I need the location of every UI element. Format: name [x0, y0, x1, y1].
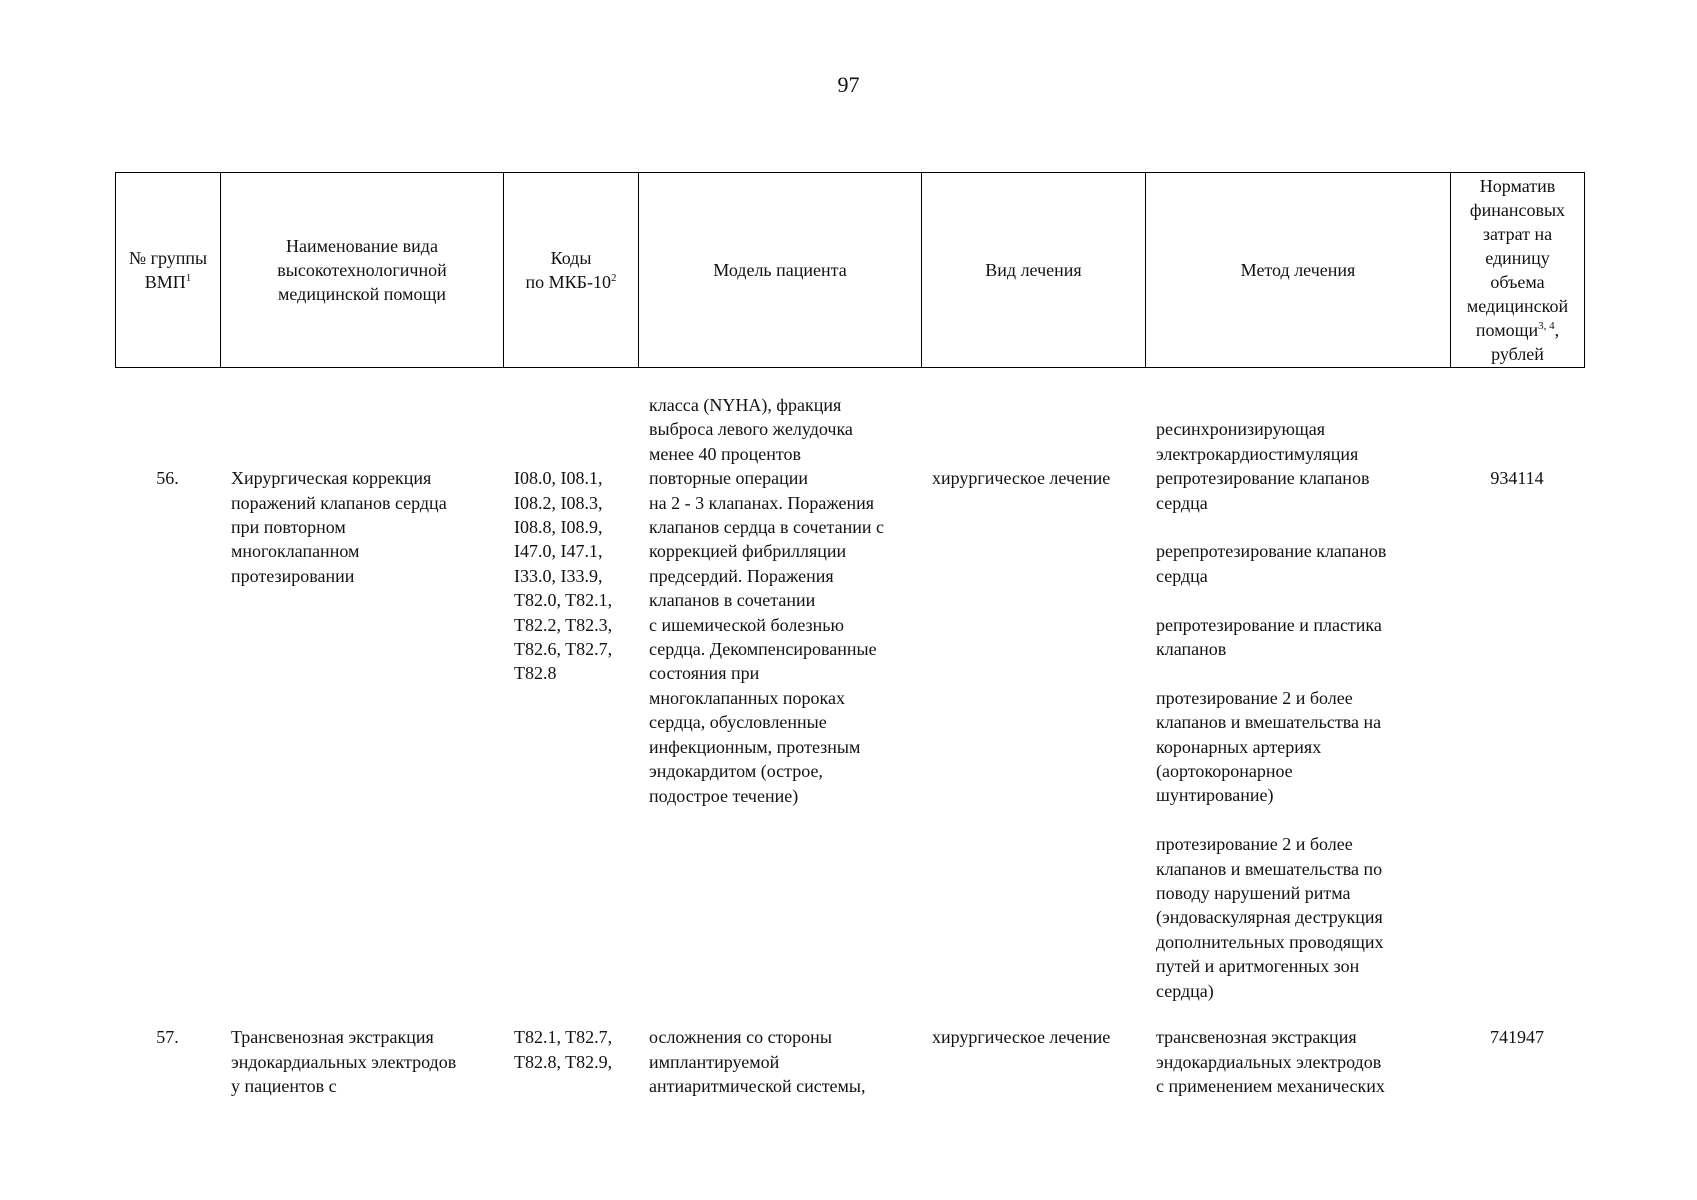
vmp-name: Хирургическая коррекция поражений клапанов сердца при повторном многоклапанном протезировании [231, 468, 447, 586]
method-item: протезирование 2 и более клапанов и вмешательства на коронарных артериях (аортокоронарное шунтирование) [1156, 687, 1382, 806]
patient-model-continued: класса (NYHA), фракция выброса левого желудочка менее 40 процентов [649, 395, 853, 464]
header-vmp-name: Наименование вида высокотехнологичной медицинской помощи [221, 173, 504, 368]
cost-norm: 934114 [1490, 468, 1544, 489]
patient-model: повторные операции на 2 - 3 клапанах. Поражения клапанов сердца в сочетании с коррекцией фибрилляции предсердий. Поражения клапанов в сочетании с ишемической болезнью сердца. Декомпенсированные состояния при многоклапанных пороках сердца, обусловленные инфекционным, протезным эндокардитом (острое, подострое течение) [649, 468, 885, 806]
method-item: репротезирование и пластика клапанов [1156, 614, 1382, 660]
icd-codes: T82.1, T82.7, T82.8, T82.9, [514, 1027, 613, 1072]
icd-codes: I08.0, I08.1, I08.2, I08.3, I08.8, I08.9, I47.0, I47.1, I33.0, I33.9, T82.0, T82.1, T82.2, T82.3, T82.6, T82.7, T82.8 [514, 468, 613, 684]
header-cost-norm: Норматив финансовых затрат на единицу объема медицинской помощи$^{3, 4}$, рублей [1451, 173, 1585, 368]
group-number: 57. [156, 1027, 179, 1048]
method-item: ререпротезирование клапанов сердца [1156, 541, 1387, 586]
table-row [115, 466, 1584, 1003]
group-number: 56. [156, 468, 179, 489]
method-item: протезирование 2 и более клапанов и вмешательства по поводу нарушений ритма (эндоваскулярная деструкция дополнительных проводящих путей и аритмогенных зон сердца) [1156, 834, 1384, 1001]
method-item: репротезирование клапанов сердца [1156, 468, 1370, 513]
treatment-method: трансвенозная экстракция эндокардиальных электродов с применением механических [1156, 1027, 1385, 1096]
treatment-type: хирургическое лечение [932, 468, 1111, 489]
vmp-name: Трансвенозная экстракция эндокардиальных электродов у пациентов с [231, 1027, 457, 1096]
treatment-methods [1145, 466, 1450, 1003]
header-icd-codes: Коды по МКБ-$10^2$ [504, 173, 639, 368]
patient-model: осложнения со стороны имплантируемой антиаритмической системы, [649, 1027, 866, 1096]
table-row-continuation [115, 393, 1584, 466]
treatment-type: хирургическое лечение [932, 1027, 1111, 1048]
header-treatment-type: Вид лечения [922, 173, 1146, 368]
page-number: 97 [837, 72, 860, 97]
cost-norm: 741947 [1490, 1027, 1544, 1048]
table-header [115, 172, 1585, 368]
header-group-number: № группы ВМП$^1$ [116, 173, 221, 368]
header-patient-model: Модель пациента [639, 173, 922, 368]
header-treatment-method: Метод лечения [1146, 173, 1451, 368]
method-continued: ресинхронизирующая электрокардиостимуляция [1156, 419, 1359, 464]
table-row [115, 1003, 1584, 1098]
table-body [115, 393, 1584, 1098]
